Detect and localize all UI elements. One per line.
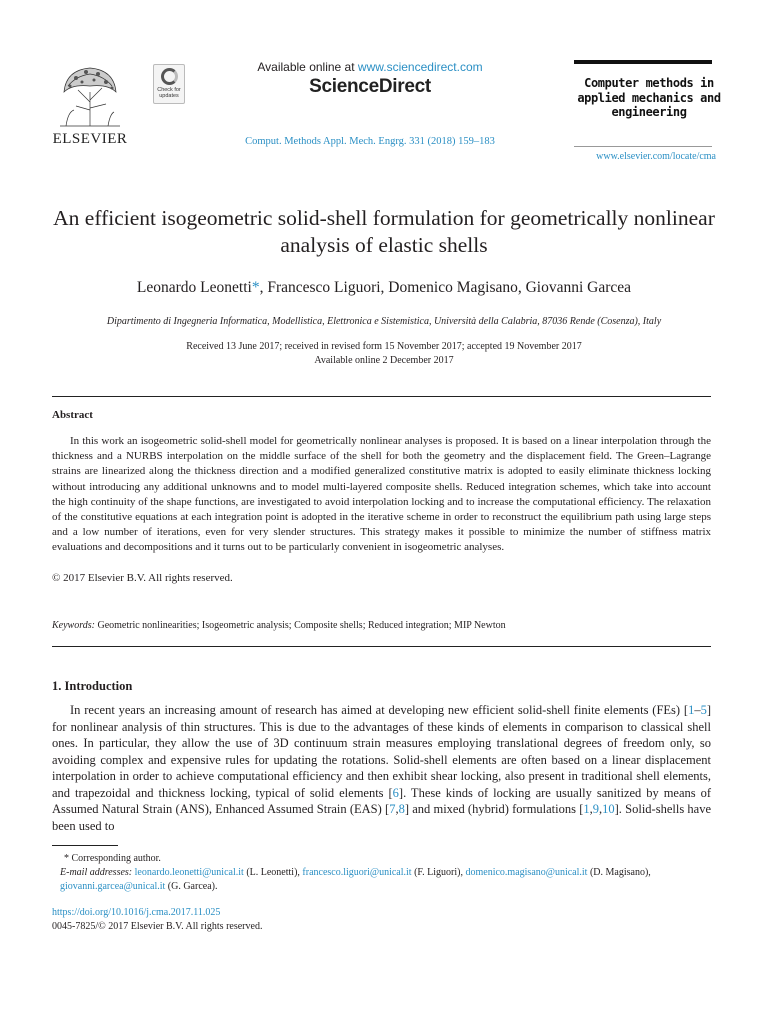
check-updates-label: Check for updates xyxy=(157,87,181,99)
keywords-text: Geometric nonlinearities; Isogeometric analysis; Composite shells; Reduced integration; MIP Newton xyxy=(94,620,506,631)
abstract-text: In this work an isogeometric solid-shell model for geometrically nonlinear analyses is proposed. It is based on a linear interpolation through the thickness and a NURBS interpolation on the middle surface of the shell for both the geometry and the displacement field. The Green–Lagrange strains are linearized along the thickness direction and a modified generalized constitutive matrix is adopted to easily eliminate thickness locking without introducing any additional unknowns and to model multi-layered composite shells. Reduced integration schemes, which take into account the high continuity of the shape functions, are investigated to avoid interpolation locking and to increase the computational efficiency. The relaxation of the constitutive equations at each integration point is adopted in the iterative scheme in order to reconstruct the equilibrium path using large steps and a low number of iterations, even for very slender structures. This strategy makes it possible to minimize the number of stiffness matrix evaluations and decompositions and it turns out to be particularly convenient in isogeometric analyses. xyxy=(52,435,711,554)
email-link[interactable]: leonardo.leonetti@unical.it xyxy=(134,867,244,878)
email-owner: (G. Garcea). xyxy=(165,881,218,892)
issn-copyright: 0045-7825/© 2017 Elsevier B.V. All rights reserved. xyxy=(52,921,263,932)
footnote-rule xyxy=(52,845,118,846)
intro-text: ]. Solid-shells have been used to xyxy=(52,802,712,833)
corresponding-author-mark[interactable]: * xyxy=(251,279,260,296)
email-owner: (L. Leonetti), xyxy=(243,867,303,878)
article-dates xyxy=(40,340,728,368)
intro-text: ] and mixed (hybrid) formulations [ xyxy=(404,802,584,816)
available-prefix: Available online at xyxy=(257,60,358,74)
citation-link[interactable]: 9 xyxy=(592,802,600,816)
intro-text: , xyxy=(395,802,399,816)
journal-citation[interactable]: Comput. Methods Appl. Mech. Engrg. 331 (2018) 159–183 xyxy=(245,136,495,147)
first-author: Leonardo Leonetti xyxy=(136,279,252,296)
email-link[interactable]: domenico.magisano@unical.it xyxy=(465,867,588,878)
update-ring-icon xyxy=(161,68,178,85)
section-heading-introduction: 1. Introduction xyxy=(52,679,133,693)
elsevier-logo[interactable] xyxy=(50,62,130,148)
journal-header-rule xyxy=(574,60,712,64)
sciencedirect-logo: ScienceDirect xyxy=(309,76,431,97)
article-title: An efficient isogeometric solid-shell formulation for geometrically nonlinear analysis of elastic shells xyxy=(53,206,715,257)
introduction-paragraph xyxy=(52,702,711,834)
keywords-line xyxy=(52,620,506,631)
abstract-bottom-rule xyxy=(52,646,711,647)
citation-link[interactable]: 8 xyxy=(398,802,405,816)
abstract-top-rule xyxy=(52,396,711,397)
email-link[interactable]: giovanni.garcea@unical.it xyxy=(60,881,166,892)
email-owner: (F. Liguori), xyxy=(411,867,466,878)
check-for-updates-badge[interactable] xyxy=(153,64,185,104)
email-label: E-mail addresses: xyxy=(60,867,133,878)
citation-link[interactable]: 10 xyxy=(602,802,615,816)
sciencedirect-link[interactable]: www.sciencedirect.com xyxy=(357,60,483,74)
abstract-heading: Abstract xyxy=(52,409,93,421)
footnote-mark: * xyxy=(64,853,69,864)
abstract-copyright: © 2017 Elsevier B.V. All rights reserved. xyxy=(52,572,233,584)
email-owner: (D. Magisano), xyxy=(587,867,651,878)
citation-link[interactable]: 1 xyxy=(688,703,695,717)
intro-text: , xyxy=(599,802,603,816)
footnote-text: Corresponding author. xyxy=(69,853,161,864)
doi-link[interactable]: https://doi.org/10.1016/j.cma.2017.11.025 xyxy=(52,907,221,918)
keywords-label: Keywords: xyxy=(52,620,95,631)
available-online-date: Available online 2 December 2017 xyxy=(314,355,454,366)
received-dates: Received 13 June 2017; received in revised form 15 November 2017; accepted 19 November 2017 xyxy=(186,341,582,352)
citation-link[interactable]: 5 xyxy=(700,703,707,717)
intro-text: In recent years an increasing amount of research has aimed at developing new efficient solid-shell finite elements (FEs) [ xyxy=(70,703,689,717)
journal-url-link[interactable]: www.elsevier.com/locate/cma xyxy=(596,151,716,162)
email-addresses xyxy=(52,866,711,894)
intro-text: ]. These kinds of locking are usually sanitized by means of Assumed Natural Strain (ANS), Enhanced Assumed Strain (EAS) [ xyxy=(52,785,711,816)
author-list xyxy=(40,279,728,297)
elsevier-tree-icon xyxy=(56,62,124,128)
citation-link[interactable]: 6 xyxy=(392,785,399,800)
citation-link[interactable]: 1 xyxy=(583,802,590,816)
journal-url-rule xyxy=(574,146,712,147)
email-link[interactable]: francesco.liguori@unical.it xyxy=(302,867,412,878)
footnote xyxy=(52,852,711,894)
publisher-wordmark: ELSEVIER xyxy=(52,131,128,147)
intro-text: – xyxy=(694,703,701,717)
other-authors: , Francesco Liguori, Domenico Magisano, Giovanni Garcea xyxy=(259,279,632,296)
available-online-line xyxy=(200,60,540,74)
corresponding-author-note xyxy=(52,852,711,866)
citation-link[interactable]: 7 xyxy=(389,802,396,816)
journal-name: Computer methods in applied mechanics and engineering xyxy=(577,76,721,119)
intro-text: ] for nonlinear analysis of thin structures. This is due to the advantages of these kinds of elements in comparison to classical shell ones. In particular, they allow the use of 3D continuum strain measures employing translational degrees of freedom only, so avoiding complex and expensive rules for updating the rotations. Solid-shell elements are often based on a linear displacement interpolation in order to achieve computational efficiency and then exhibit shear locking, also present in traditional shell elements, and trapezoidal and thickness locking, typical of solid elements [ xyxy=(52,703,711,800)
intro-text: , xyxy=(589,802,593,816)
affiliation: Dipartimento di Ingegneria Informatica, Modellistica, Elettronica e Sistemistica, Università della Calabria, 87036 Rende (Cosenza), Italy xyxy=(106,316,662,327)
